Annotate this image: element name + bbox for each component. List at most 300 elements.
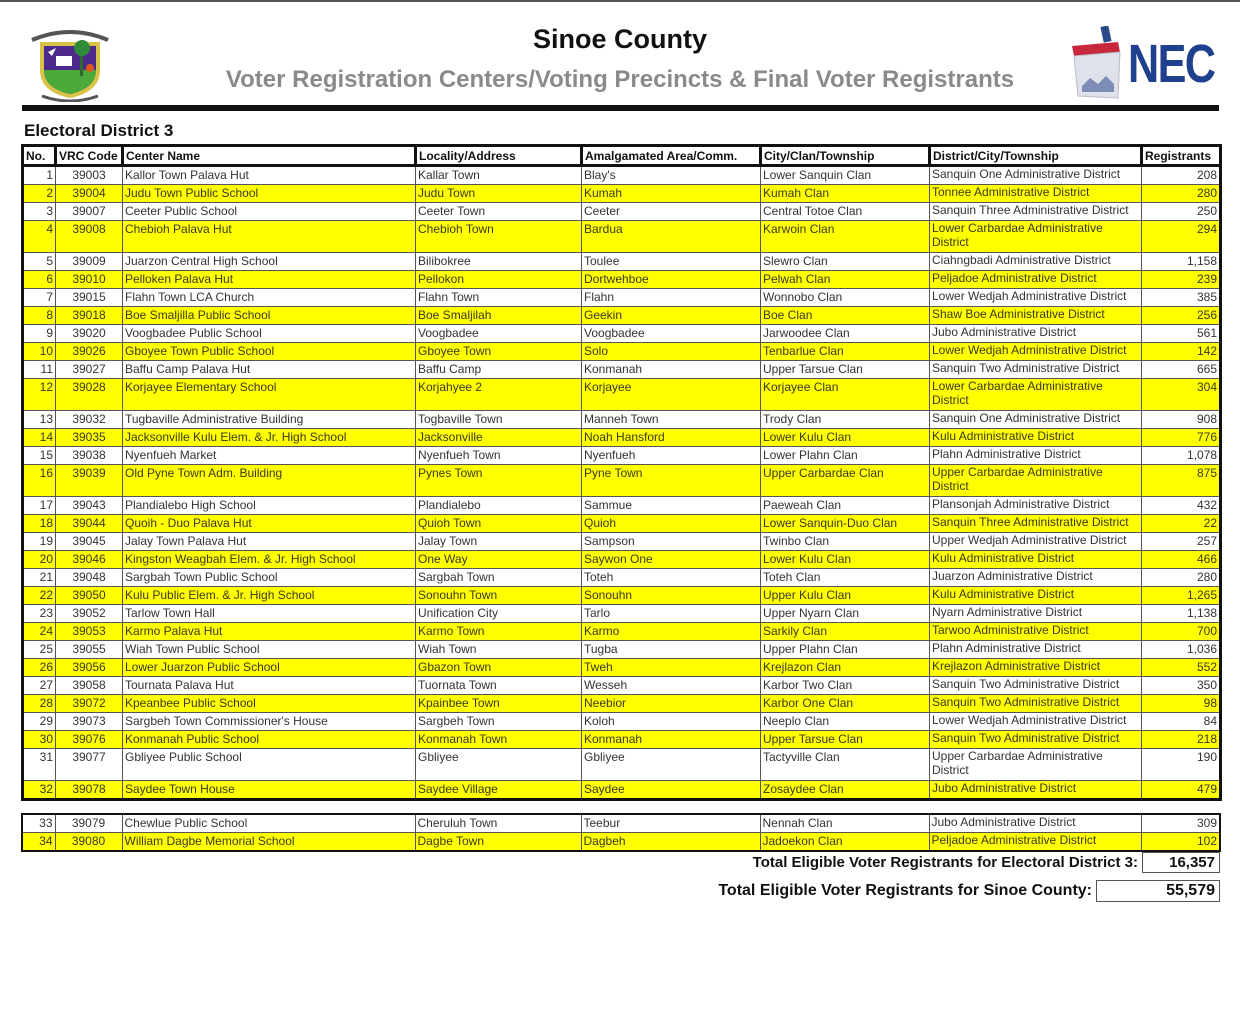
table-row: [23, 271, 1221, 289]
cell-registrants: 239: [1142, 271, 1221, 289]
cell-center-name: Tugbaville Administrative Building: [123, 411, 416, 429]
cell-center-name: Quoih - Duo Palava Hut: [123, 515, 416, 533]
cell-registrants: 280: [1142, 185, 1221, 203]
cell-row-number: 1: [23, 166, 56, 185]
cell-center-name: Boe Smaljilla Public School: [123, 307, 416, 325]
cell-amalgamated-area: Voogbadee: [582, 325, 761, 343]
cell-registrants: 908: [1142, 411, 1221, 429]
cell-registrants: 280: [1142, 569, 1221, 587]
cell-amalgamated-area: Sampson: [582, 533, 761, 551]
table-row: [23, 203, 1221, 221]
cell-row-number: 18: [23, 515, 56, 533]
cell-center-name: Saydee Town House: [123, 781, 416, 800]
cell-amalgamated-area: Dortwehboe: [582, 271, 761, 289]
cell-row-number: 15: [23, 447, 56, 465]
cell-center-name: Kulu Public Elem. & Jr. High School: [123, 587, 416, 605]
cell-vrc-code: 39018: [56, 307, 123, 325]
cell-clan: Pelwah Clan: [761, 271, 930, 289]
cell-locality: Gbliyee: [416, 749, 582, 781]
cell-clan: Lower Sanquin Clan: [761, 166, 930, 185]
cell-center-name: Baffu Camp Palava Hut: [123, 361, 416, 379]
cell-registrants: 1,078: [1142, 447, 1221, 465]
cell-amalgamated-area: Toteh: [582, 569, 761, 587]
table-row: [23, 677, 1221, 695]
table-row: [23, 361, 1221, 379]
cell-row-number: 33: [22, 814, 55, 833]
cell-clan: Jarwoodee Clan: [761, 325, 930, 343]
cell-district: Sanquin Two Administrative District: [930, 695, 1142, 713]
cell-district: Kulu Administrative District: [930, 429, 1142, 447]
cell-registrants: 432: [1142, 497, 1221, 515]
cell-vrc-code: 39007: [56, 203, 123, 221]
cell-district: Upper Carbardae Administrative District: [930, 465, 1142, 497]
cell-center-name: William Dagbe Memorial School: [122, 833, 415, 852]
cell-district: Jubo Administrative District: [929, 814, 1141, 833]
cell-row-number: 13: [23, 411, 56, 429]
cell-amalgamated-area: Pyne Town: [582, 465, 761, 497]
cell-registrants: 142: [1142, 343, 1221, 361]
cell-center-name: Nyenfueh Market: [123, 447, 416, 465]
table-row: [23, 781, 1221, 800]
cell-locality: Konmanah Town: [416, 731, 582, 749]
cell-center-name: Jalay Town Palava Hut: [123, 533, 416, 551]
county-total-label: Total Eligible Voter Registrants for Sinoe County:: [718, 882, 1092, 899]
table-row: [23, 623, 1221, 641]
cell-locality: Jalay Town: [416, 533, 582, 551]
cell-vrc-code: 39008: [56, 221, 123, 253]
cell-clan: Boe Clan: [761, 307, 930, 325]
col-header-clan[interactable]: City/Clan/Township: [761, 146, 930, 166]
cell-amalgamated-area: Tugba: [582, 641, 761, 659]
cell-center-name: Wiah Town Public School: [123, 641, 416, 659]
cell-row-number: 34: [22, 833, 55, 852]
cell-vrc-code: 39004: [56, 185, 123, 203]
cell-clan: Upper Plahn Clan: [761, 641, 930, 659]
table-row: [23, 253, 1221, 271]
cell-locality: One Way: [416, 551, 582, 569]
cell-vrc-code: 39048: [56, 569, 123, 587]
table-row: [23, 533, 1221, 551]
cell-registrants: 218: [1142, 731, 1221, 749]
cell-amalgamated-area: Saydee: [582, 781, 761, 800]
cell-locality: Wiah Town: [416, 641, 582, 659]
cell-row-number: 23: [23, 605, 56, 623]
cell-clan: Zosaydee Clan: [761, 781, 930, 800]
cell-vrc-code: 39026: [56, 343, 123, 361]
cell-registrants: 309: [1141, 814, 1220, 833]
cell-amalgamated-area: Konmanah: [582, 361, 761, 379]
cell-clan: Sarkily Clan: [761, 623, 930, 641]
cell-district: Lower Wedjah Administrative District: [930, 289, 1142, 307]
cell-vrc-code: 39009: [56, 253, 123, 271]
cell-vrc-code: 39055: [56, 641, 123, 659]
cell-center-name: Kingston Weagbah Elem. & Jr. High School: [123, 551, 416, 569]
cell-amalgamated-area: Korjayee: [582, 379, 761, 411]
cell-vrc-code: 39080: [55, 833, 122, 852]
cell-locality: Sonouhn Town: [416, 587, 582, 605]
cell-vrc-code: 39032: [56, 411, 123, 429]
cell-row-number: 12: [23, 379, 56, 411]
cell-locality: Flahn Town: [416, 289, 582, 307]
cell-amalgamated-area: Ceeter: [582, 203, 761, 221]
table-row: [23, 429, 1221, 447]
cell-vrc-code: 39056: [56, 659, 123, 677]
cell-clan: Krejlazon Clan: [761, 659, 930, 677]
cell-clan: Upper Nyarn Clan: [761, 605, 930, 623]
cell-district: Lower Carbardae Administrative District: [930, 221, 1142, 253]
district-title: Electoral District 3: [24, 121, 174, 140]
table-row: [23, 325, 1221, 343]
cell-amalgamated-area: Blay's: [582, 166, 761, 185]
cell-registrants: 250: [1142, 203, 1221, 221]
cell-locality: Plandialebo: [416, 497, 582, 515]
cell-amalgamated-area: Sonouhn: [582, 587, 761, 605]
cell-district: Ciahngbadi Administrative District: [930, 253, 1142, 271]
cell-row-number: 3: [23, 203, 56, 221]
table-body-continued: [22, 814, 1220, 851]
cell-registrants: 700: [1142, 623, 1221, 641]
cell-clan: Upper Tarsue Clan: [761, 361, 930, 379]
cell-district: Upper Wedjah Administrative District: [930, 533, 1142, 551]
cell-district: Peljadoe Administrative District: [930, 271, 1142, 289]
cell-registrants: 1,138: [1142, 605, 1221, 623]
cell-row-number: 17: [23, 497, 56, 515]
cell-registrants: 385: [1142, 289, 1221, 307]
cell-district: Sanquin One Administrative District: [930, 411, 1142, 429]
cell-registrants: 1,265: [1142, 587, 1221, 605]
cell-registrants: 304: [1142, 379, 1221, 411]
cell-row-number: 28: [23, 695, 56, 713]
cell-row-number: 6: [23, 271, 56, 289]
col-header-locality[interactable]: Locality/Address: [416, 146, 582, 166]
table-row: [23, 713, 1221, 731]
col-header-vrc-code[interactable]: VRC Code: [56, 146, 123, 166]
col-header-amalgamated-area[interactable]: Amalgamated Area/Comm.: [582, 146, 761, 166]
county-total-row: [718, 880, 1220, 902]
cell-locality: Karmo Town: [416, 623, 582, 641]
cell-amalgamated-area: Bardua: [582, 221, 761, 253]
cell-registrants: 294: [1142, 221, 1221, 253]
cell-locality: Baffu Camp: [416, 361, 582, 379]
cell-row-number: 11: [23, 361, 56, 379]
cell-center-name: Konmanah Public School: [123, 731, 416, 749]
cell-vrc-code: 39052: [56, 605, 123, 623]
cell-registrants: 256: [1142, 307, 1221, 325]
cell-vrc-code: 39010: [56, 271, 123, 289]
cell-center-name: Flahn Town LCA Church: [123, 289, 416, 307]
table-row: [22, 833, 1220, 852]
cell-amalgamated-area: Saywon One: [582, 551, 761, 569]
cell-row-number: 22: [23, 587, 56, 605]
table-row: [23, 307, 1221, 325]
table-row: [22, 814, 1220, 833]
cell-vrc-code: 39038: [56, 447, 123, 465]
cell-amalgamated-area: Solo: [582, 343, 761, 361]
cell-amalgamated-area: Teebur: [581, 814, 760, 833]
col-header-no[interactable]: No.: [23, 146, 56, 166]
cell-locality: Boe Smaljilah: [416, 307, 582, 325]
cell-row-number: 7: [23, 289, 56, 307]
cell-vrc-code: 39028: [56, 379, 123, 411]
cell-district: Plahn Administrative District: [930, 447, 1142, 465]
cell-locality: Tuornata Town: [416, 677, 582, 695]
cell-registrants: 102: [1141, 833, 1220, 852]
cell-registrants: 350: [1142, 677, 1221, 695]
cell-vrc-code: 39044: [56, 515, 123, 533]
cell-vrc-code: 39015: [56, 289, 123, 307]
cell-locality: Kpainbee Town: [416, 695, 582, 713]
cell-row-number: 10: [23, 343, 56, 361]
cell-vrc-code: 39076: [56, 731, 123, 749]
page-top-border: [0, 0, 1240, 2]
cell-locality: Dagbe Town: [415, 833, 581, 852]
table-row: [23, 569, 1221, 587]
cell-center-name: Old Pyne Town Adm. Building: [123, 465, 416, 497]
cell-locality: Quioh Town: [416, 515, 582, 533]
cell-clan: Upper Tarsue Clan: [761, 731, 930, 749]
cell-vrc-code: 39045: [56, 533, 123, 551]
cell-district: Lower Wedjah Administrative District: [930, 343, 1142, 361]
cell-locality: Pellokon: [416, 271, 582, 289]
cell-center-name: Voogbadee Public School: [123, 325, 416, 343]
cell-registrants: 190: [1142, 749, 1221, 781]
cell-locality: Pynes Town: [416, 465, 582, 497]
table-row: [23, 551, 1221, 569]
table-body: [23, 166, 1221, 800]
cell-center-name: Kallor Town Palava Hut: [123, 166, 416, 185]
cell-center-name: Korjayee Elementary School: [123, 379, 416, 411]
cell-row-number: 9: [23, 325, 56, 343]
cell-registrants: 466: [1142, 551, 1221, 569]
cell-clan: Upper Kulu Clan: [761, 587, 930, 605]
cell-district: Lower Wedjah Administrative District: [930, 713, 1142, 731]
table-row: [23, 587, 1221, 605]
table-row: [23, 221, 1221, 253]
cell-district: Lower Carbardae Administrative District: [930, 379, 1142, 411]
cell-registrants: 1,158: [1142, 253, 1221, 271]
cell-vrc-code: 39043: [56, 497, 123, 515]
cell-row-number: 31: [23, 749, 56, 781]
registration-table: [21, 144, 1222, 801]
cell-amalgamated-area: Nyenfueh: [582, 447, 761, 465]
table-row: [23, 166, 1221, 185]
cell-vrc-code: 39078: [56, 781, 123, 800]
cell-locality: Sargbah Town: [416, 569, 582, 587]
cell-clan: Wonnobo Clan: [761, 289, 930, 307]
cell-district: Sanquin Three Administrative District: [930, 515, 1142, 533]
cell-registrants: 84: [1142, 713, 1221, 731]
cell-locality: Jacksonville: [416, 429, 582, 447]
cell-amalgamated-area: Tweh: [582, 659, 761, 677]
cell-locality: Bilibokree: [416, 253, 582, 271]
cell-row-number: 14: [23, 429, 56, 447]
cell-clan: Upper Carbardae Clan: [761, 465, 930, 497]
cell-locality: Ceeter Town: [416, 203, 582, 221]
table-row: [23, 515, 1221, 533]
cell-clan: Lower Kulu Clan: [761, 551, 930, 569]
cell-center-name: Chebioh Palava Hut: [123, 221, 416, 253]
cell-amalgamated-area: Wesseh: [582, 677, 761, 695]
cell-district: Kulu Administrative District: [930, 551, 1142, 569]
cell-vrc-code: 39079: [55, 814, 122, 833]
cell-district: Sanquin Two Administrative District: [930, 677, 1142, 695]
cell-clan: Lower Sanquin-Duo Clan: [761, 515, 930, 533]
cell-center-name: Ceeter Public School: [123, 203, 416, 221]
table-row: [23, 641, 1221, 659]
cell-amalgamated-area: Gbliyee: [582, 749, 761, 781]
cell-clan: Lower Kulu Clan: [761, 429, 930, 447]
registration-table-continued: [21, 813, 1221, 852]
cell-row-number: 5: [23, 253, 56, 271]
table-row: [23, 659, 1221, 677]
cell-district: Juarzon Administrative District: [930, 569, 1142, 587]
cell-registrants: 98: [1142, 695, 1221, 713]
cell-locality: Gbazon Town: [416, 659, 582, 677]
cell-locality: Saydee Village: [416, 781, 582, 800]
cell-center-name: Lower Juarzon Public School: [123, 659, 416, 677]
cell-registrants: 552: [1142, 659, 1221, 677]
table-row: [23, 447, 1221, 465]
cell-amalgamated-area: Neebior: [582, 695, 761, 713]
table-row: [23, 731, 1221, 749]
district-total-label: Total Eligible Voter Registrants for Electoral District 3:: [752, 854, 1138, 871]
county-total-value: 55,579: [1096, 880, 1220, 902]
cell-registrants: 257: [1142, 533, 1221, 551]
cell-row-number: 4: [23, 221, 56, 253]
cell-district: Sanquin One Administrative District: [930, 166, 1142, 185]
cell-row-number: 8: [23, 307, 56, 325]
cell-vrc-code: 39058: [56, 677, 123, 695]
cell-center-name: Tarlow Town Hall: [123, 605, 416, 623]
cell-clan: Karbor One Clan: [761, 695, 930, 713]
cell-locality: Cheruluh Town: [415, 814, 581, 833]
cell-vrc-code: 39053: [56, 623, 123, 641]
cell-district: Kulu Administrative District: [930, 587, 1142, 605]
cell-row-number: 26: [23, 659, 56, 677]
col-header-district[interactable]: District/City/Township: [930, 146, 1142, 166]
district-total-row: [753, 852, 1220, 873]
cell-row-number: 2: [23, 185, 56, 203]
cell-center-name: Sargbah Town Public School: [123, 569, 416, 587]
cell-center-name: Sargbeh Town Commissioner's House: [123, 713, 416, 731]
table-row: [23, 605, 1221, 623]
cell-locality: Kallar Town: [416, 166, 582, 185]
cell-district: Sanquin Two Administrative District: [930, 731, 1142, 749]
cell-row-number: 30: [23, 731, 56, 749]
cell-center-name: Plandialebo High School: [123, 497, 416, 515]
cell-row-number: 16: [23, 465, 56, 497]
cell-clan: Twinbo Clan: [761, 533, 930, 551]
cell-registrants: 776: [1142, 429, 1221, 447]
col-header-registrants[interactable]: Registrants: [1142, 146, 1221, 166]
col-header-center-name[interactable]: Center Name: [123, 146, 416, 166]
cell-clan: Slewro Clan: [761, 253, 930, 271]
cell-clan: Kumah Clan: [761, 185, 930, 203]
cell-clan: Tactyville Clan: [761, 749, 930, 781]
cell-district: Sanquin Two Administrative District: [930, 361, 1142, 379]
cell-row-number: 24: [23, 623, 56, 641]
cell-row-number: 19: [23, 533, 56, 551]
table-header-row: [23, 146, 1221, 166]
cell-vrc-code: 39050: [56, 587, 123, 605]
cell-locality: Sargbeh Town: [416, 713, 582, 731]
cell-clan: Neeplo Clan: [761, 713, 930, 731]
nec-logo-text: NEC: [1128, 34, 1215, 94]
cell-locality: Unification City: [416, 605, 582, 623]
cell-amalgamated-area: Konmanah: [582, 731, 761, 749]
cell-district: Upper Carbardae Administrative District: [930, 749, 1142, 781]
cell-center-name: Chewlue Public School: [122, 814, 415, 833]
table-row: [23, 411, 1221, 429]
cell-locality: Togbaville Town: [416, 411, 582, 429]
cell-district: Plahn Administrative District: [930, 641, 1142, 659]
district-total-value: 16,357: [1142, 852, 1220, 873]
cell-district: Tarwoo Administrative District: [930, 623, 1142, 641]
cell-amalgamated-area: Karmo: [582, 623, 761, 641]
cell-clan: Karwoin Clan: [761, 221, 930, 253]
cell-locality: Voogbadee: [416, 325, 582, 343]
cell-clan: Korjayee Clan: [761, 379, 930, 411]
cell-row-number: 27: [23, 677, 56, 695]
cell-amalgamated-area: Dagbeh: [581, 833, 760, 852]
cell-amalgamated-area: Tarlo: [582, 605, 761, 623]
cell-registrants: 875: [1142, 465, 1221, 497]
cell-locality: Gboyee Town: [416, 343, 582, 361]
cell-center-name: Tournata Palava Hut: [123, 677, 416, 695]
cell-vrc-code: 39020: [56, 325, 123, 343]
cell-clan: Central Totoe Clan: [761, 203, 930, 221]
cell-vrc-code: 39072: [56, 695, 123, 713]
cell-amalgamated-area: Koloh: [582, 713, 761, 731]
cell-row-number: 20: [23, 551, 56, 569]
cell-vrc-code: 39003: [56, 166, 123, 185]
cell-clan: Paeweah Clan: [761, 497, 930, 515]
header-divider: [22, 105, 1219, 111]
cell-district: Peljadoe Administrative District: [929, 833, 1141, 852]
cell-locality: Judu Town: [416, 185, 582, 203]
cell-center-name: Gboyee Town Public School: [123, 343, 416, 361]
page-title: Sinoe County: [533, 24, 707, 54]
table-row: [23, 695, 1221, 713]
table-row: [23, 343, 1221, 361]
cell-district: Sanquin Three Administrative District: [930, 203, 1142, 221]
table-row: [23, 185, 1221, 203]
cell-amalgamated-area: Kumah: [582, 185, 761, 203]
cell-district: Krejlazon Administrative District: [930, 659, 1142, 677]
cell-district: Plansonjah Administrative District: [930, 497, 1142, 515]
cell-center-name: Juarzon Central High School: [123, 253, 416, 271]
cell-locality: Chebioh Town: [416, 221, 582, 253]
cell-clan: Jadoekon Clan: [760, 833, 929, 852]
table-row: [23, 289, 1221, 307]
cell-vrc-code: 39046: [56, 551, 123, 569]
cell-clan: Trody Clan: [761, 411, 930, 429]
cell-amalgamated-area: Flahn: [582, 289, 761, 307]
cell-clan: Lower Plahn Clan: [761, 447, 930, 465]
cell-center-name: Karmo Palava Hut: [123, 623, 416, 641]
nec-logo: [1068, 26, 1215, 102]
cell-vrc-code: 39073: [56, 713, 123, 731]
page-subtitle: Voter Registration Centers/Voting Precincts & Final Voter Registrants: [225, 66, 1015, 93]
cell-district: Nyarn Administrative District: [930, 605, 1142, 623]
cell-row-number: 32: [23, 781, 56, 800]
cell-vrc-code: 39077: [56, 749, 123, 781]
cell-registrants: 22: [1142, 515, 1221, 533]
cell-district: Jubo Administrative District: [930, 781, 1142, 800]
cell-row-number: 21: [23, 569, 56, 587]
table-row: [23, 497, 1221, 515]
cell-amalgamated-area: Quioh: [582, 515, 761, 533]
